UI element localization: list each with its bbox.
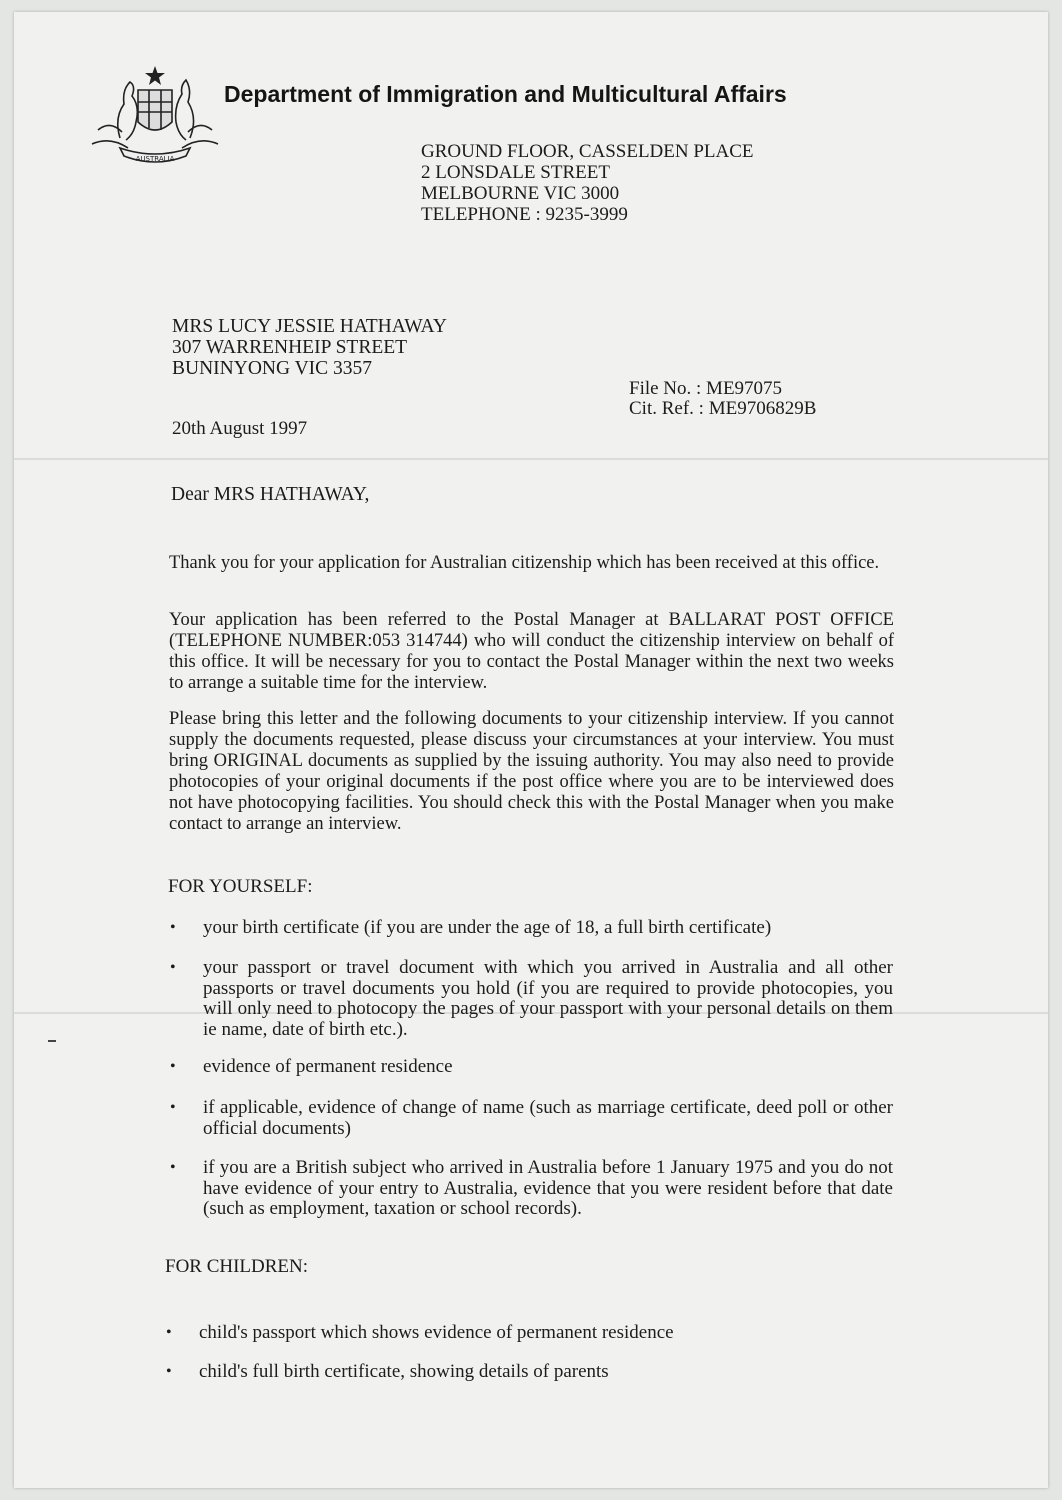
letter-page: AUSTRALIA Department of Immigration and Multicultural Affairs GROUND FLOOR, CASSELDEN PLACE 2 LONSDALE STREET MELBOURNE VIC 3000 TELEPHONE : 9235-3999 MRS LUCY JESSIE HATHAWAY 307 WARRENHEIP STREET BUNINYONG VIC 3357 File No. : ME97075 Cit. Ref. : ME9706829B 20th August 1997 Dear MRS HATHAWAY, Thank you for your application for Australian citizenship which has been received at this office. Your application has been referred to the Postal Manager at BALLARAT POST OFFICE (TELEPHONE NUMBER:053 314744) who will conduct the citizenship interview on behalf of this office. It will be necessary for you to contact the Postal Manager within the next two weeks to arrange a suitable time for the interview. Please bring this letter and the following documents to your citizenship interview. If you cannot supply the documents requested, please discuss your circumstances at your interview. You must bring ORIGINAL documents as supplied by the issuing authority. You may also need to provide photocopies of your original documents if the post office where you are to be interviewed does not have photocopying facilities. You should check this with the Postal Manager when you make contact to arrange an interview. FOR YOURSELF: • your birth certificate (if you are under the age of 18, a full birth certificate) • your passport or travel document with which you arrived in Australia and all other passports or travel documents you hold (if you are required to provide photocopies, you will only need to photocopy the pages of your passport with your personal details on them ie name, date of birth etc.). • evidence of permanent residence • if applicable, evidence of change of name (such as marriage certificate, deed poll or other official documents) • if you are a British subject who arrived in Australia before 1 January 1975 and you do not have evidence of your entry to Australia, evidence that you were resident before that date (such as employment, taxation or school records). FOR CHILDREN: • child's passport which shows evidence of permanent residence • child's full birth certificate, showing details of parents — [14, 12, 1048, 1488]
paragraph-documents: Please bring this letter and the following documents to your citizenship interview. If you cannot supply the documents requested, please discuss your circumstances at your interview. You must bring ORIGINAL documents as supplied by the issuing authority. You may also need to provide photocopies of your original documents if the post office where you are to be interviewed does not have photocopying facilities. You should check this with the Postal Manager when you make contact to arrange an interview. — [169, 709, 894, 834]
address-line: MELBOURNE VIC 3000 — [421, 183, 620, 204]
svg-text:AUSTRALIA: AUSTRALIA — [135, 155, 175, 163]
recipient-town: BUNINYONG VIC 3357 — [172, 358, 373, 379]
file-number: File No. : ME97075 — [629, 378, 783, 399]
citizenship-reference: Cit. Ref. : ME9706829B — [629, 398, 817, 419]
paragraph-referral: Your application has been referred to the Postal Manager at BALLARAT POST OFFICE (TELEPHONE NUMBER:053 314744) who will conduct the citizenship interview on behalf of this office. It will be necessary for you to contact the Postal Manager within the next two weeks to arrange a suitable time for the interview. — [169, 610, 894, 693]
sender-address — [421, 141, 754, 225]
heading-for-yourself: FOR YOURSELF: — [168, 876, 313, 897]
stray-mark — [48, 1040, 56, 1042]
paragraph-acknowledgement: Thank you for your application for Australian citizenship which has been received at this office. — [169, 553, 880, 573]
department-name: Department of Immigration and Multicultural Affairs — [224, 81, 787, 107]
salutation: Dear MRS HATHAWAY, — [171, 484, 370, 505]
bullet-icon: • — [166, 1363, 172, 1380]
recipient-address — [172, 316, 447, 379]
reference-numbers — [629, 379, 816, 419]
coat-of-arms-icon — [80, 60, 230, 176]
telephone-line: TELEPHONE : 9235-3999 — [421, 204, 628, 225]
bullet-icon: • — [170, 919, 176, 936]
heading-for-children: FOR CHILDREN: — [165, 1256, 309, 1277]
bullet-icon: • — [170, 1058, 176, 1075]
bullet-icon: • — [166, 1324, 172, 1341]
bullet-icon: • — [170, 1159, 176, 1176]
bullet-icon: • — [170, 959, 176, 976]
address-line: 2 LONSDALE STREET — [421, 162, 610, 183]
address-line: GROUND FLOOR, CASSELDEN PLACE — [421, 141, 754, 162]
recipient-street: 307 WARRENHEIP STREET — [172, 337, 408, 358]
recipient-name: MRS LUCY JESSIE HATHAWAY — [172, 316, 447, 337]
letter-date: 20th August 1997 — [172, 418, 308, 439]
fold-line — [14, 458, 1048, 460]
bullet-icon: • — [170, 1099, 176, 1116]
